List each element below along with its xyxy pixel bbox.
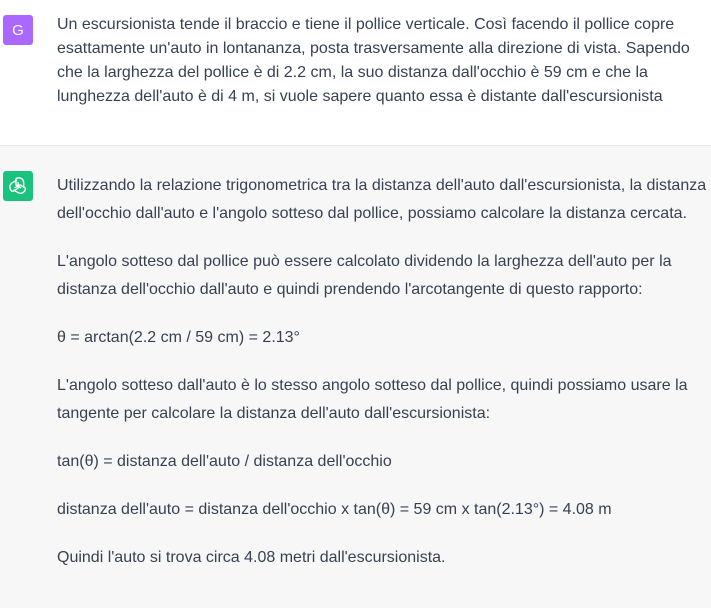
- assistant-paragraph: Utilizzando la relazione trigonometrica tra la distanza dell'auto dall'escursionista, la distanza dell'occhio dall'auto e l'angolo sotteso dal pollice, possiamo calcolare la distanza cercata.: [57, 177, 707, 222]
- assistant-avatar: [3, 171, 33, 201]
- user-avatar-letter: G: [12, 21, 24, 39]
- user-message-text: Un escursionista tende il braccio e tiene il pollice verticale. Così facendo il pollice copre esattamente un'auto in lontananza, posta trasversamente alla direzione di vista. Sapendo che la larghezza del pollice è di 2.2 cm, la suo distanza dall'occhio è 59 cm e che la lunghezza dell'auto è di 4 m, si vuole sapere quanto essa è distante dall'escursionista: [57, 16, 690, 105]
- assistant-paragraph: Quindi l'auto si trova circa 4.08 metri dall'escursionista.: [57, 549, 446, 566]
- user-message-block: [0, 0, 711, 146]
- user-avatar: [3, 15, 33, 45]
- assistant-paragraph: distanza dell'auto = distanza dell'occhio x tan(θ) = 59 cm x tan(2.13°) = 4.08 m: [57, 501, 612, 518]
- assistant-message-text: [57, 172, 707, 592]
- assistant-paragraph: L'angolo sotteso dall'auto è lo stesso angolo sotteso dal pollice, quindi possiamo usare la tangente per calcolare la distanza dell'auto dall'escursionista:: [57, 377, 688, 422]
- assistant-message-block: [0, 146, 711, 608]
- openai-logo-icon: [7, 175, 29, 197]
- assistant-paragraph: θ = arctan(2.2 cm / 59 cm) = 2.13°: [57, 329, 300, 346]
- assistant-paragraph: tan(θ) = distanza dell'auto / distanza dell'occhio: [57, 453, 392, 470]
- assistant-paragraph: L'angolo sotteso dal pollice può essere calcolato dividendo la larghezza dell'auto per la distanza dell'occhio dall'auto e quindi prendendo l'arcotangente di questo rapporto:: [57, 253, 672, 298]
